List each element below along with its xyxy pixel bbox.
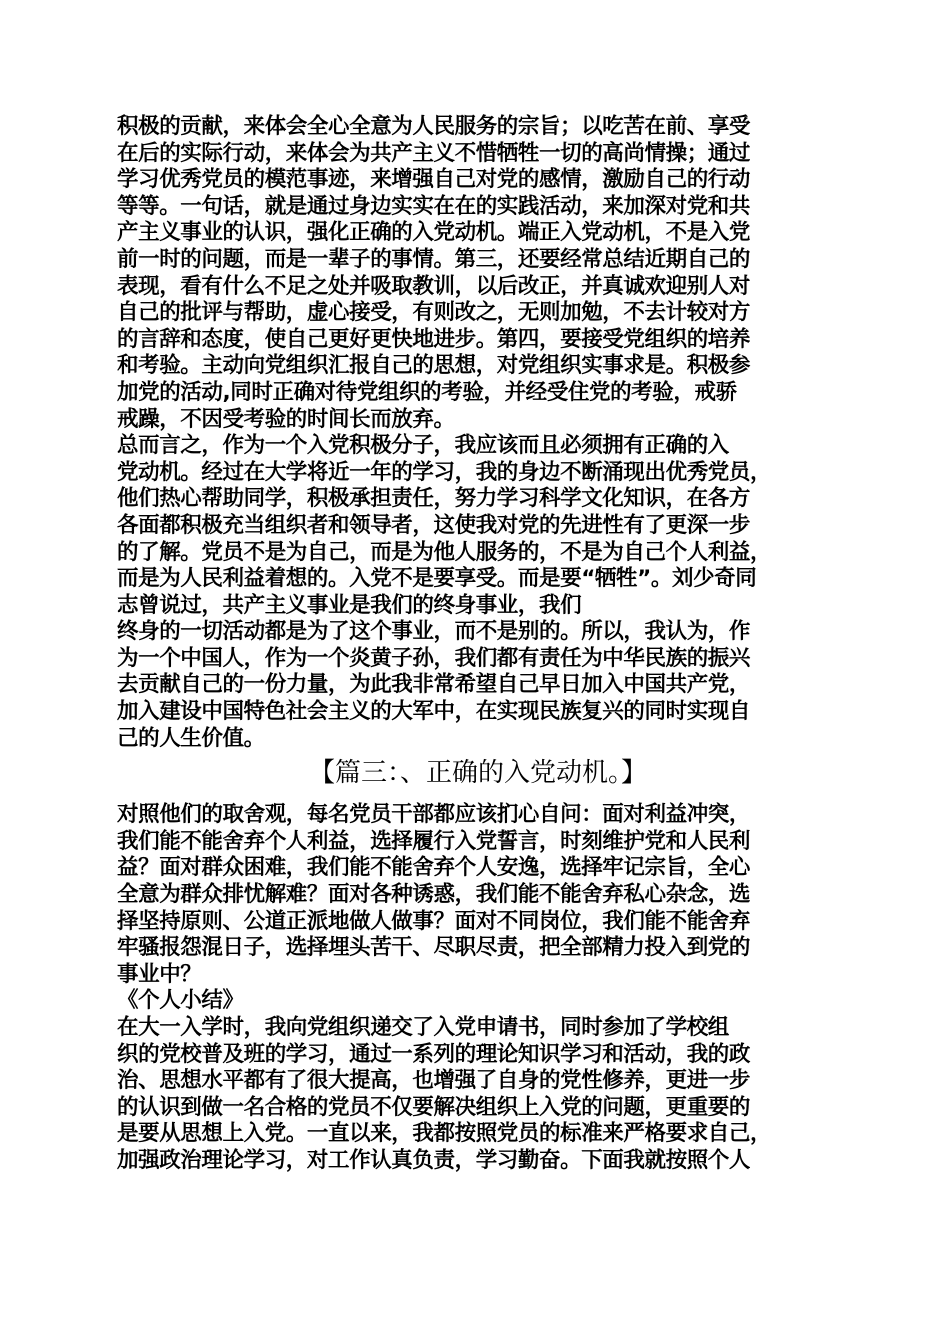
text-line: 在大一入学时，我向党组织递交了入党申请书，同时参加了学校组 xyxy=(117,1015,729,1040)
text-line: 牢骚报怨混日子，选择埋头苦干、尽职尽责，把全部精力投入到党的 xyxy=(117,935,751,961)
text-line: 己的人生价值。 xyxy=(117,725,265,751)
text-line: 前一时的问题，而是一辈子的事情。第三，还要经常总结近期自己的 xyxy=(117,246,751,272)
paragraph-3 xyxy=(117,802,839,1174)
text-line: 的了解。党员不是为自己，而是为他人服务的，不是为自己个人利益， xyxy=(117,539,772,565)
text-line: 终身的一切活动都是为了这个事业，而不是别的。所以，我认为，作 xyxy=(117,619,751,645)
subheading-personal-summary: 《个人小结》 xyxy=(117,988,244,1014)
text-line: 总而言之，作为一个入党积极分子，我应该而且必须拥有正确的入 xyxy=(117,433,729,459)
section-heading: 【篇三：、正确的入党动机。】 xyxy=(308,758,647,789)
paragraph-1 xyxy=(117,114,839,433)
text-line: 为一个中国人，作为一个炎黄子孙，我们都有责任为中华民族的振兴 xyxy=(117,645,751,671)
text-line: 加党的活动,同时正确对待党组织的考验，并经受住党的考验，戒骄 xyxy=(117,379,737,405)
text-line: 学习优秀党员的模范事迹，来增强自己对党的感情，激励自己的行动 xyxy=(117,167,751,193)
text-line: 产主义事业的认识，强化正确的入党动机。端正入党动机，不是入党 xyxy=(117,220,751,246)
text-line: 的认识到做一名合格的党员不仅要解决组织上入党的问题，更重要的 xyxy=(117,1094,751,1120)
text-line: 表现，看有什么不足之处并吸取教训，以后改正，并真诚欢迎别人对 xyxy=(117,273,751,299)
text-line: 在后的实际行动，来体会为共产主义不惜牺牲一切的高尚情操；通过 xyxy=(117,140,751,166)
text-line: 治、思想水平都有了很大提高，也增强了自身的党性修养，更进一步 xyxy=(117,1068,751,1094)
text-line: 和考验。主动向党组织汇报自己的思想，对党组织实事求是。积极参 xyxy=(117,353,751,379)
text-line: 志曾说过，共产主义事业是我们的终身事业，我们 xyxy=(117,592,582,618)
paragraph-2 xyxy=(117,433,839,752)
text-line: 党动机。经过在大学将近一年的学习，我的身边不断涌现出优秀党员， xyxy=(117,459,772,485)
text-line: 加入建设中国特色社会主义的大军中，在实现民族复兴的同时实现自 xyxy=(117,699,751,725)
text-line: 事业中？ xyxy=(117,961,202,987)
text-line: 我们能不能舍弃个人利益，选择履行入党誓言，时刻维护党和人民利 xyxy=(117,828,751,854)
document-page xyxy=(117,114,839,1175)
text-line: 去贡献自己的一份力量，为此我非常希望自己早日加入中国共产党， xyxy=(117,672,751,698)
text-line: 积极的贡献，来体会全心全意为人民服务的宗旨；以吃苦在前、享受 xyxy=(117,114,751,139)
text-line: 全意为群众排忧解难？面对各种诱惑，我们能不能舍弃私心杂念，选 xyxy=(117,882,751,908)
text-line: 织的党校普及班的学习，通过一系列的理论知识学习和活动，我的政 xyxy=(117,1041,751,1067)
text-line: 是要从思想上入党。一直以来，我都按照党员的标准来严格要求自己， xyxy=(117,1121,772,1147)
text-line: 益？面对群众困难，我们能不能舍弃个人安逸，选择牢记宗旨，全心 xyxy=(117,855,751,881)
text-line: 的言辞和态度，使自己更好更快地进步。第四，要接受党组织的培养 xyxy=(117,326,751,352)
text-line: 自己的批评与帮助，虚心接受，有则改之，无则加勉，不去计较对方 xyxy=(117,300,751,326)
text-line: 择坚持原则、公道正派地做人做事？面对不同岗位，我们能不能舍弃 xyxy=(117,908,751,934)
text-line: 各面都积极充当组织者和领导者，这使我对党的先进性有了更深一步 xyxy=(117,512,751,538)
text-line: 对照他们的取舍观，每名党员干部都应该扪心自问：面对利益冲突， xyxy=(117,802,751,828)
text-line: 加强政治理论学习，对工作认真负责，学习勤奋。下面我就按照个人 xyxy=(117,1147,751,1173)
text-line: 等等。一句话，就是通过身边实实在在的实践活动，来加深对党和共 xyxy=(117,193,751,219)
text-line: 戒躁，不因受考验的时间长而放弃。 xyxy=(117,406,455,432)
text-line: 他们热心帮助同学，积极承担责任，努力学习科学文化知识，在各方 xyxy=(117,486,751,512)
text-line: 而是为人民利益着想的。入党不是要享受。而是要“牺牲”。刘少奇同 xyxy=(117,566,757,592)
